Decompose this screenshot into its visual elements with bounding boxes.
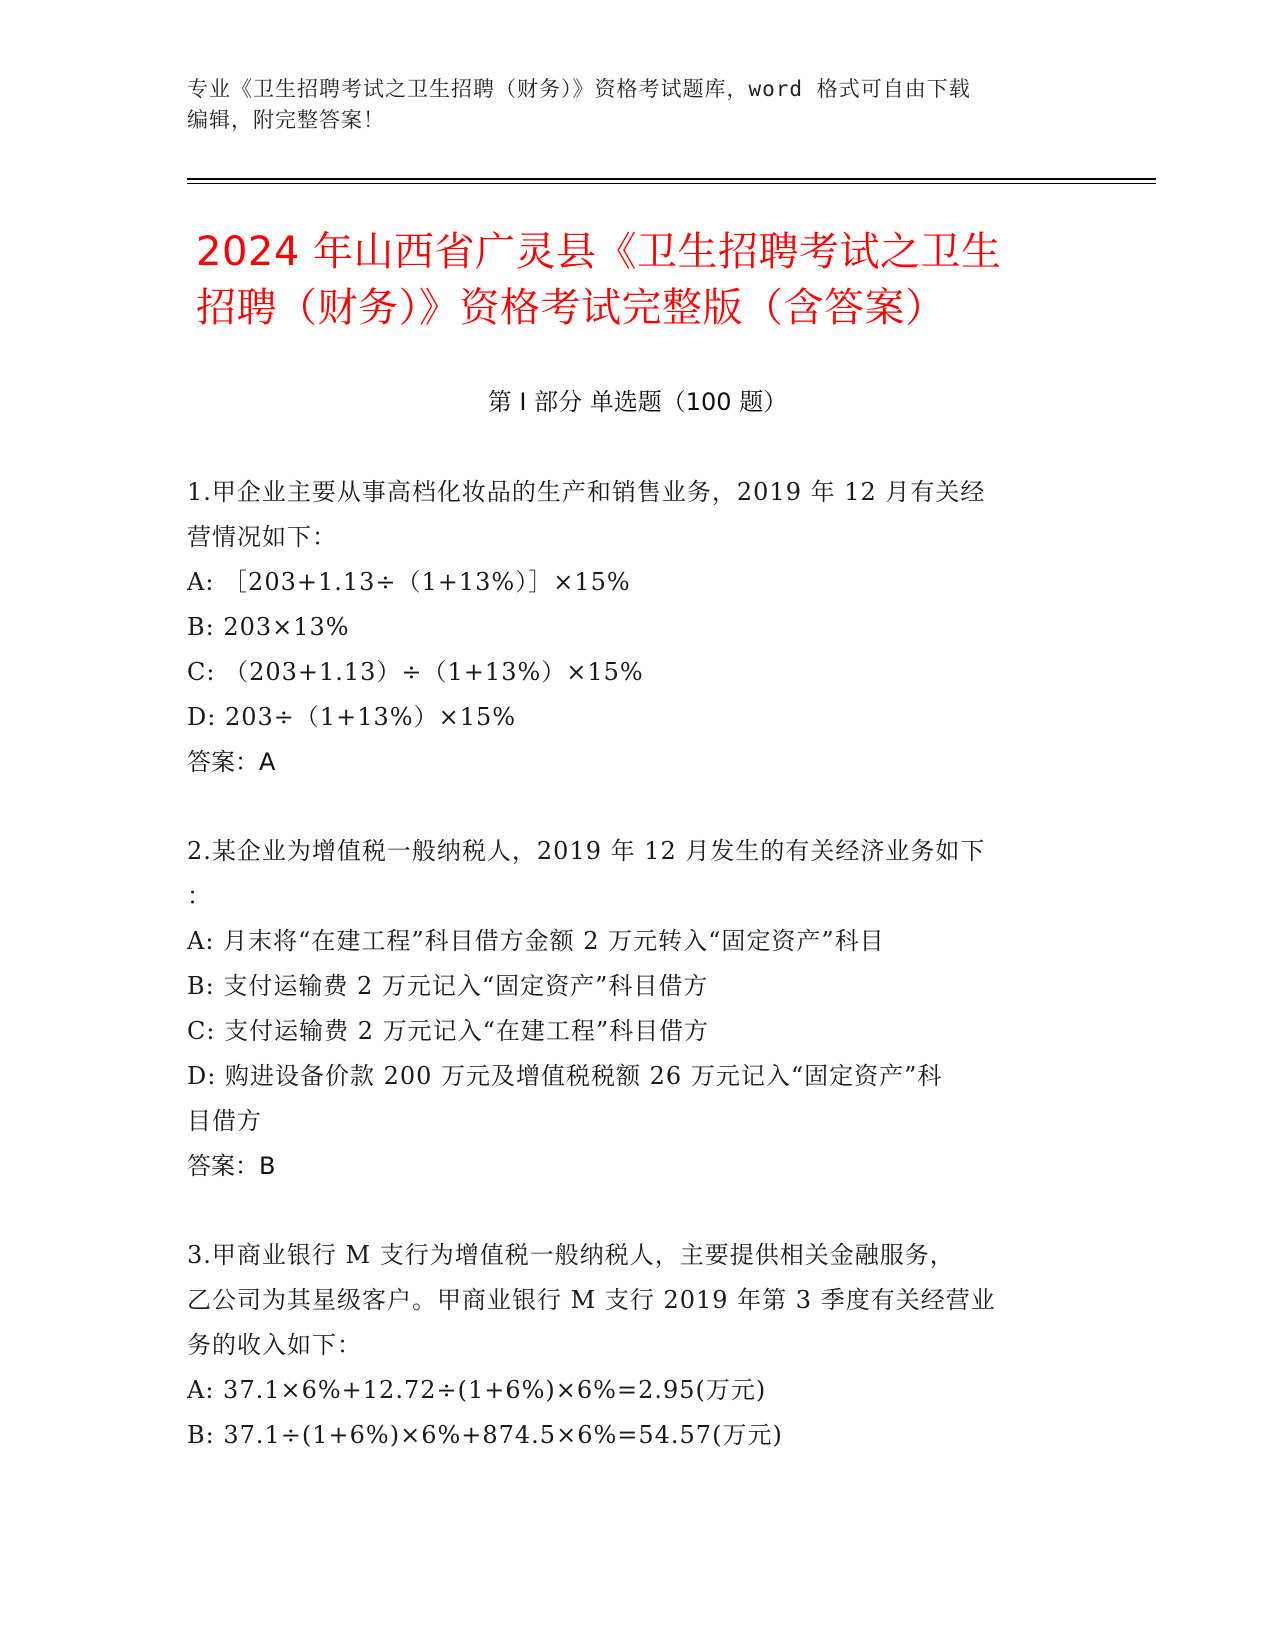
question-3 [187,1233,1087,1458]
document-title-line-2: 招聘（财务）》资格考试完整版（含答案） [196,285,946,331]
question-stem-line: 2.某企业为增值税一般纳税人，2019 年 12 月发生的有关经济业务如下 [187,837,986,865]
question-stem-line: 务的收入如下： [187,1331,362,1359]
option-c: C: （203+1.13）÷（1+13%）×15% [187,658,644,686]
option-a: A: 月末将“在建工程”科目借方金额 2 万元转入“固定资产”科目 [187,927,885,955]
question-1 [187,470,1087,785]
document-title-line-1: 2024 年山西省广灵县《卫生招聘考试之卫生 [196,229,1002,275]
header-note-line-2: 编辑，附完整答案！ [187,108,385,132]
option-b: B: 37.1÷(1+6%)×6%+874.5×6%=54.57(万元) [187,1421,783,1449]
question-stem-line: 乙公司为其星级客户。甲商业银行 M 支行 2019 年第 3 季度有关经营业 [187,1286,996,1314]
question-stem-line: 3.甲商业银行 M 支行为增值税一般纳税人，主要提供相关金融服务， [187,1241,955,1269]
document-title [196,224,1096,336]
header-divider-thin [187,183,1156,184]
option-b: B: 203×13% [187,613,350,641]
header-note [187,74,1087,136]
option-d-continued: 目借方 [187,1107,262,1135]
option-b: B: 支付运输费 2 万元记入“固定资产”科目借方 [187,972,709,1000]
option-c: C: 支付运输费 2 万元记入“在建工程”科目借方 [187,1017,710,1045]
option-d: D: 203÷（1+13%）×15% [187,703,517,731]
option-a: A: 37.1×6%+12.72÷(1+6%)×6%=2.95(万元) [187,1376,767,1404]
header-note-line-1: 专业《卫生招聘考试之卫生招聘（财务）》资格考试题库，word 格式可自由下载 [187,77,971,101]
option-d: D: 购进设备价款 200 万元及增值税税额 26 万元记入“固定资产”科 [187,1062,943,1090]
answer: 答案：B [187,1152,276,1180]
question-2 [187,829,1087,1189]
question-list [187,470,1087,1502]
question-stem-line: ： [187,882,212,910]
question-stem-line: 1.甲企业主要从事高档化妆品的生产和销售业务，2019 年 12 月有关经 [187,478,986,506]
answer: 答案：A [187,748,276,776]
header-divider-thick [187,178,1156,180]
question-stem-line: 营情况如下： [187,523,337,551]
section-heading: 第 I 部分 单选题（100 题） [487,388,788,416]
option-a: A: ［203+1.13÷（1+13%）］×15% [187,568,631,596]
